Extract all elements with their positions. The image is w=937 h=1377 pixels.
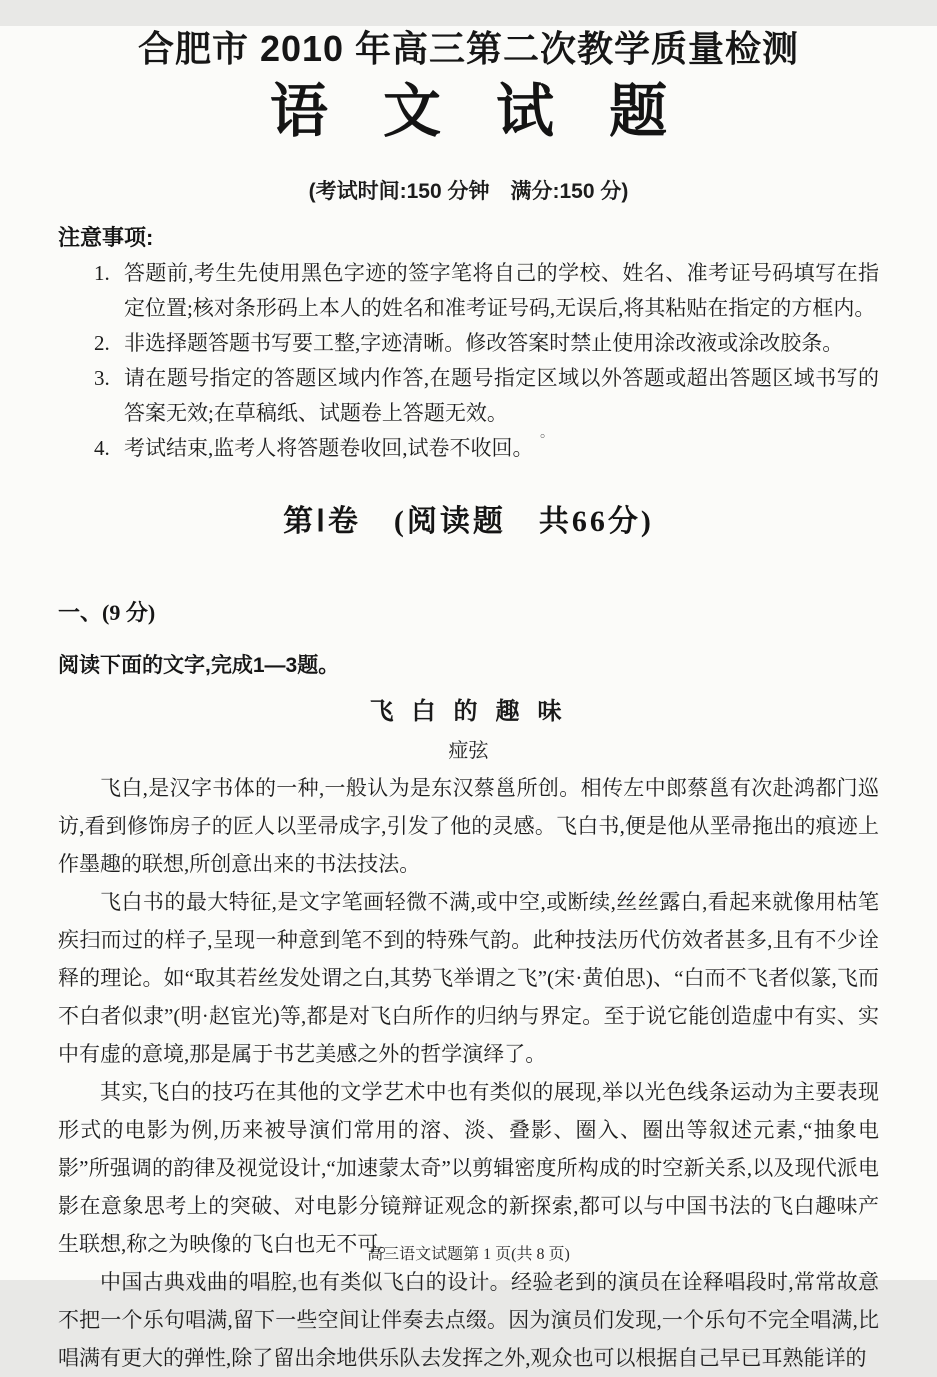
notice-item	[94, 326, 879, 361]
section-one-header: 第Ⅰ卷 (阅读题 共66分)	[283, 505, 654, 539]
exam-time-score-info: (考试时间:150 分钟 满分:150 分)	[308, 180, 629, 204]
notice-item-text: 答题前,考生先使用黑色字迹的签字笔将自己的学校、姓名、准考证号码填写在指定位置;核对条形码上本人的姓名和准考证号码,无误后,将其粘贴在指定的方框内。	[124, 261, 879, 321]
essay-paragraph: 飞白,是汉字书体的一种,一般认为是东汉蔡邕所创。相传左中郎蔡邕有次赴鸿都门巡访,看到修饰房子的匠人以垩帚成字,引发了他的灵感。飞白书,便是他从垩帚拖出的痕迹上作墨趣的联想,所创意出来的书法技法。	[58, 776, 879, 877]
essay-paragraph: 飞白书的最大特征,是文字笔画轻微不满,或中空,或断续,丝丝露白,看起来就像用枯笔疾扫而过的样子,呈现一种意到笔不到的特殊气韵。此种技法历代仿效者甚多,且有不少诠释的理论。如“取其若丝发处谓之白,其势飞举谓之飞”(宋·黄伯思)、“白而不飞者似篆,飞而不白者似隶”(明·赵宦光)等,都是对飞白所作的归纳与界定。至于说它能创造虚中有实、实中有虚的意境,那是属于书艺美感之外的哲学演绎了。	[58, 890, 879, 1067]
essay-author: 痖弦	[448, 740, 489, 763]
notice-item	[94, 361, 879, 431]
reading-instruction: 阅读下面的文字,完成1—3题。	[58, 654, 340, 678]
notice-item-number: 2.	[94, 331, 110, 356]
essay-title: 飞 白 的 趣 味	[369, 699, 568, 726]
page-footer: 高三语文试题第 1 页(共 8 页)	[367, 1246, 570, 1263]
exam-title: 语 文 试 题	[269, 78, 688, 144]
notice-item-text: 非选择题答题书写要工整,字迹清晰。修改答案时禁止使用涂改液或涂改胶条。	[124, 331, 844, 356]
exam-header-line: 合肥市 2010 年高三第二次教学质量检测	[137, 28, 800, 69]
notice-heading: 注意事项:	[58, 225, 154, 251]
notice-item-number: 3.	[94, 366, 110, 391]
notice-item-number: 4.	[94, 436, 110, 461]
notice-item-text: 考试结束,监考人将答题卷收回,试卷不收回。	[124, 436, 534, 461]
notice-item-text: 请在题号指定的答题区域内作答,在题号指定区域以外答题或超出答题区域书写的答案无效;在草稿纸、试题卷上答题无效。	[124, 366, 879, 426]
notice-item	[94, 431, 879, 466]
scan-artifact-mark: 。	[540, 426, 554, 441]
question-group-label: 一、(9 分)	[58, 600, 156, 626]
notice-list	[94, 256, 879, 466]
notice-item	[94, 256, 879, 326]
exam-paper-page	[0, 26, 937, 1371]
essay-paragraph: 其实,飞白的技巧在其他的文学艺术中也有类似的展现,举以光色线条运动为主要表现形式的电影为例,历来被导演们常用的溶、淡、叠影、圈入、圈出等叙述元素,“抽象电影”所强调的韵律及视觉设计,“加速蒙太奇”以剪辑密度所构成的时空新关系,以及现代派电影在意象思考上的突破、对电影分镜辩证观念的新探索,都可以与中国书法的飞白趣味产生联想,称之为映像的飞白也无不可。	[58, 1080, 879, 1257]
essay-body	[58, 769, 879, 1377]
notice-item-number: 1.	[94, 261, 110, 286]
essay-paragraph: 中国古典戏曲的唱腔,也有类似飞白的设计。经验老到的演员在诠释唱段时,常常故意不把一个乐句唱满,留下一些空间让伴奏去点缀。因为演员们发现,一个乐句不完全唱满,比唱满有更大的弹性,除了留出余地供乐队去发挥之外,观众也可以根据自己早已耳熟能详的	[58, 1270, 879, 1371]
